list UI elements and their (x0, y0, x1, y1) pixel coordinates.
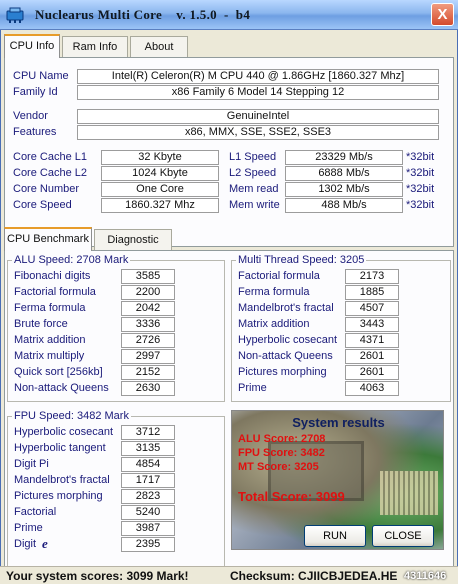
mt-row-value: 2173 (345, 269, 399, 284)
fpu-row-value: 2395 (121, 537, 175, 552)
fpu-score: FPU Score: 3482 (238, 447, 325, 459)
window-close-button[interactable]: X (431, 3, 454, 26)
alu-row-label: Quick sort [256kb] (14, 366, 103, 378)
fpu-row-value: 2823 (121, 489, 175, 504)
mt-row-label: Factorial formula (238, 270, 320, 282)
alu-row-label: Factorial formula (14, 286, 96, 298)
alu-title: ALU Speed: 2708 Mark (14, 254, 129, 266)
mt-row-value: 4507 (345, 301, 399, 316)
fpu-row-label: Factorial (14, 506, 57, 518)
fpu-row-value: 4854 (121, 457, 175, 472)
system-results-panel (231, 410, 444, 550)
fpu-row-value: 3712 (121, 425, 175, 440)
mem-read-label: Mem read (229, 183, 279, 195)
l2-speed-label: L2 Speed (229, 167, 277, 179)
cache-l1-value: 32 Kbyte (101, 150, 219, 165)
status-bar (0, 566, 458, 584)
core-number-value: One Core (101, 182, 219, 197)
alu-row-label: Matrix addition (14, 334, 86, 346)
mt-row-value: 4371 (345, 333, 399, 348)
tab-cpu-benchmark[interactable]: CPU Benchmark (4, 227, 92, 251)
alu-row-value: 2152 (121, 365, 175, 380)
run-button[interactable]: RUN (304, 525, 366, 547)
cache-l2-value: 1024 Kbyte (101, 166, 219, 181)
l1-speed-value: 23329 Mb/s (285, 150, 403, 165)
l2-speed-value: 6888 Mb/s (285, 166, 403, 181)
mt-row-value: 4063 (345, 381, 399, 396)
title-bar[interactable] (0, 0, 458, 30)
fpu-row-label: Pictures morphing (14, 490, 103, 502)
fpu-row-value: 3135 (121, 441, 175, 456)
alu-row-value: 2997 (121, 349, 175, 364)
mt-row-value: 2601 (345, 365, 399, 380)
mem-read-unit: *32bit (406, 183, 435, 195)
tab-about[interactable]: About (130, 36, 188, 58)
mt-row-label: Hyperbolic cosecant (238, 334, 338, 346)
alu-row-label: Brute force (14, 318, 68, 330)
fpu-row-label: Digit (14, 538, 37, 550)
alu-group (7, 254, 225, 402)
heatsink-graphic (380, 471, 438, 515)
l2-speed-unit: *32bit (406, 167, 435, 179)
alu-row-value: 3336 (121, 317, 175, 332)
app-chip-icon (5, 5, 25, 25)
mem-write-label: Mem write (229, 199, 280, 211)
mt-title: Multi Thread Speed: 3205 (238, 254, 365, 266)
fpu-title: FPU Speed: 3482 Mark (14, 410, 129, 422)
fpu-row-value: 5240 (121, 505, 175, 520)
core-number-label: Core Number (13, 183, 80, 195)
alu-row-label: Non-attack Queens (14, 382, 109, 394)
mt-row-label: Non-attack Queens (238, 350, 333, 362)
mt-row-label: Ferma formula (238, 286, 310, 298)
system-results-title: System results (292, 415, 385, 430)
system-score-text: Your system scores: 3099 Mark! (6, 569, 189, 583)
alu-row-value: 2726 (121, 333, 175, 348)
fpu-row-label: Prime (14, 522, 43, 534)
fpu-row-value: 3987 (121, 521, 175, 536)
alu-row-label: Fibonachi digits (14, 270, 91, 282)
mem-write-value: 488 Mb/s (285, 198, 403, 213)
cpu-name-value: Intel(R) Celeron(R) M CPU 440 @ 1.86GHz [1860.327 Mhz] (77, 69, 439, 84)
family-id-value: x86 Family 6 Model 14 Stepping 12 (77, 85, 439, 100)
fpu-row-label: Mandelbrot's fractal (14, 474, 110, 486)
fpu-group (7, 410, 225, 574)
core-speed-label: Core Speed (13, 199, 72, 211)
mt-row-value: 2601 (345, 349, 399, 364)
vendor-value: GenuineIntel (77, 109, 439, 124)
features-value: x86, MMX, SSE, SSE2, SSE3 (77, 125, 439, 140)
alu-row-label: Matrix multiply (14, 350, 85, 362)
family-id-label: Family Id (13, 86, 58, 98)
fpu-row-label: Hyperbolic cosecant (14, 426, 114, 438)
cache-l2-label: Core Cache L2 (13, 167, 87, 179)
tab-ram-info[interactable]: Ram Info (62, 36, 128, 58)
alu-score: ALU Score: 2708 (238, 433, 326, 445)
fpu-row-value: 1717 (121, 473, 175, 488)
fpu-row-label: Digit Pi (14, 458, 49, 470)
alu-row-value: 2042 (121, 301, 175, 316)
cpu-name-label: CPU Name (13, 70, 69, 82)
window-title: Nuclearus Multi Core v. 1.5.0 - b4 (35, 7, 251, 22)
tab-cpu-info[interactable]: CPU Info (4, 34, 60, 58)
mt-score: MT Score: 3205 (238, 461, 319, 473)
main-window (0, 30, 458, 584)
alu-row-value: 3585 (121, 269, 175, 284)
close-button[interactable]: CLOSE (372, 525, 434, 547)
cpu-info-panel (4, 57, 454, 247)
mem-write-unit: *32bit (406, 199, 435, 211)
euler-e-symbol: e (42, 536, 48, 551)
features-label: Features (13, 126, 57, 138)
mem-read-value: 1302 Mb/s (285, 182, 403, 197)
mt-row-label: Mandelbrot's fractal (238, 302, 334, 314)
mt-row-value: 3443 (345, 317, 399, 332)
alu-row-label: Ferma formula (14, 302, 86, 314)
alu-row-value: 2630 (121, 381, 175, 396)
cache-l1-label: Core Cache L1 (13, 151, 87, 163)
mt-row-value: 1885 (345, 285, 399, 300)
multi-thread-group (231, 254, 451, 402)
watermark-text: 4311646 (404, 570, 447, 582)
vendor-label: Vendor (13, 110, 48, 122)
checksum-text: Checksum: CJIICBJEDEA.HE (230, 569, 398, 583)
core-speed-value: 1860.327 Mhz (101, 198, 219, 213)
l1-speed-label: L1 Speed (229, 151, 277, 163)
mt-row-label: Prime (238, 382, 267, 394)
mt-row-label: Matrix addition (238, 318, 310, 330)
mt-row-label: Pictures morphing (238, 366, 327, 378)
total-score: Total Score: 3099 (238, 489, 345, 504)
alu-row-value: 2200 (121, 285, 175, 300)
l1-speed-unit: *32bit (406, 151, 435, 163)
fpu-row-label: Hyperbolic tangent (14, 442, 106, 454)
tab-diagnostic[interactable]: Diagnostic (94, 229, 172, 251)
